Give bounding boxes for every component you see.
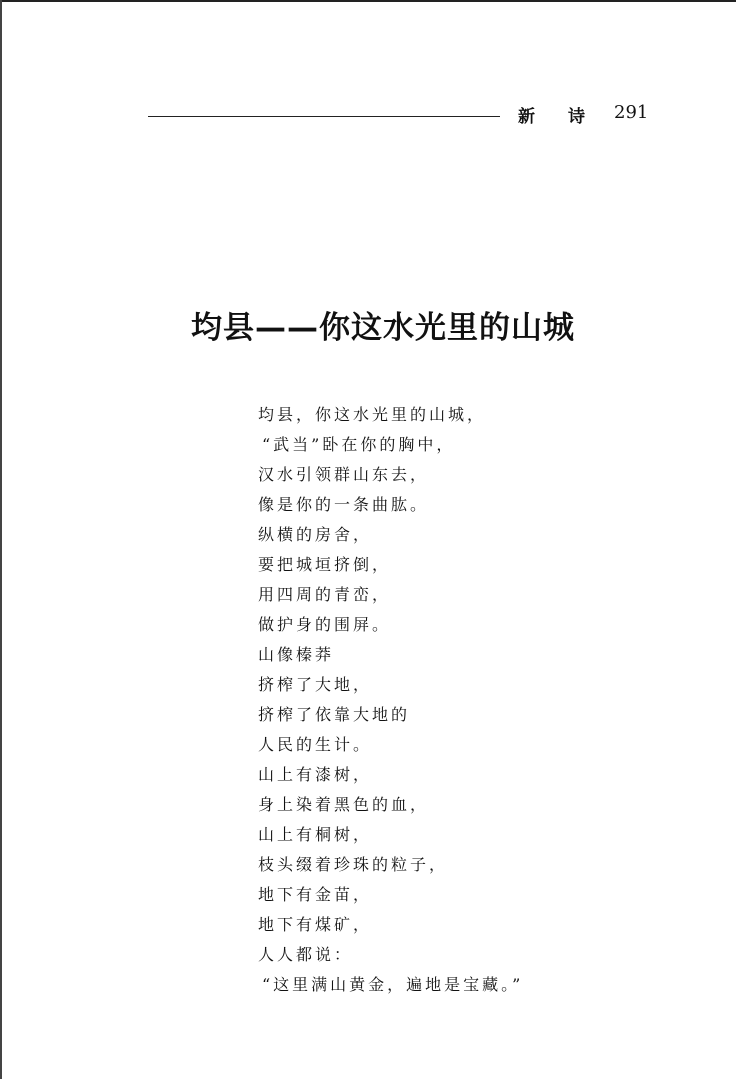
header-rule (148, 116, 500, 117)
poem-line: 均县，你这水光里的山城， (258, 405, 487, 424)
page-number: 291 (614, 102, 649, 123)
poem-line: 枝头缀着珍珠的粒子， (258, 855, 449, 874)
poem-line: 像是你的一条曲肱。 (258, 495, 430, 514)
poem-line: 汉水引领群山东去， (258, 465, 430, 484)
poem-line: 要把城垣挤倒， (258, 555, 392, 574)
poem-title: 均县——你这水光里的山城 (191, 310, 575, 346)
poem-line: 用四周的青峦， (258, 585, 392, 604)
poem-line: 纵横的房舍， (258, 525, 373, 544)
poem-line: 地下有金苗， (258, 885, 373, 904)
page-top-edge (0, 0, 736, 2)
poem-line: 山上有桐树， (258, 825, 373, 844)
poem-line: 人人都说： (258, 945, 354, 964)
poem-line: 做护身的围屏。 (258, 615, 392, 634)
poem-line: 挤榨了大地， (258, 675, 373, 694)
running-header (148, 100, 648, 130)
poem-body (258, 400, 658, 1000)
poem-line: 身上染着黑色的血， (258, 795, 430, 814)
poem-line: “这里满山黄金，遍地是宝藏。” (262, 975, 524, 994)
poem-line: “武当”卧在你的胸中， (262, 435, 456, 454)
header-section-title: 新诗 (518, 107, 618, 127)
page-left-edge (0, 0, 2, 1079)
poem-line: 地下有煤矿， (258, 915, 373, 934)
poem-line: 挤榨了依靠大地的 (258, 705, 411, 724)
poem-line: 人民的生计。 (258, 735, 373, 754)
poem-line: 山像榛莽 (258, 645, 335, 664)
poem-line: 山上有漆树， (258, 765, 373, 784)
